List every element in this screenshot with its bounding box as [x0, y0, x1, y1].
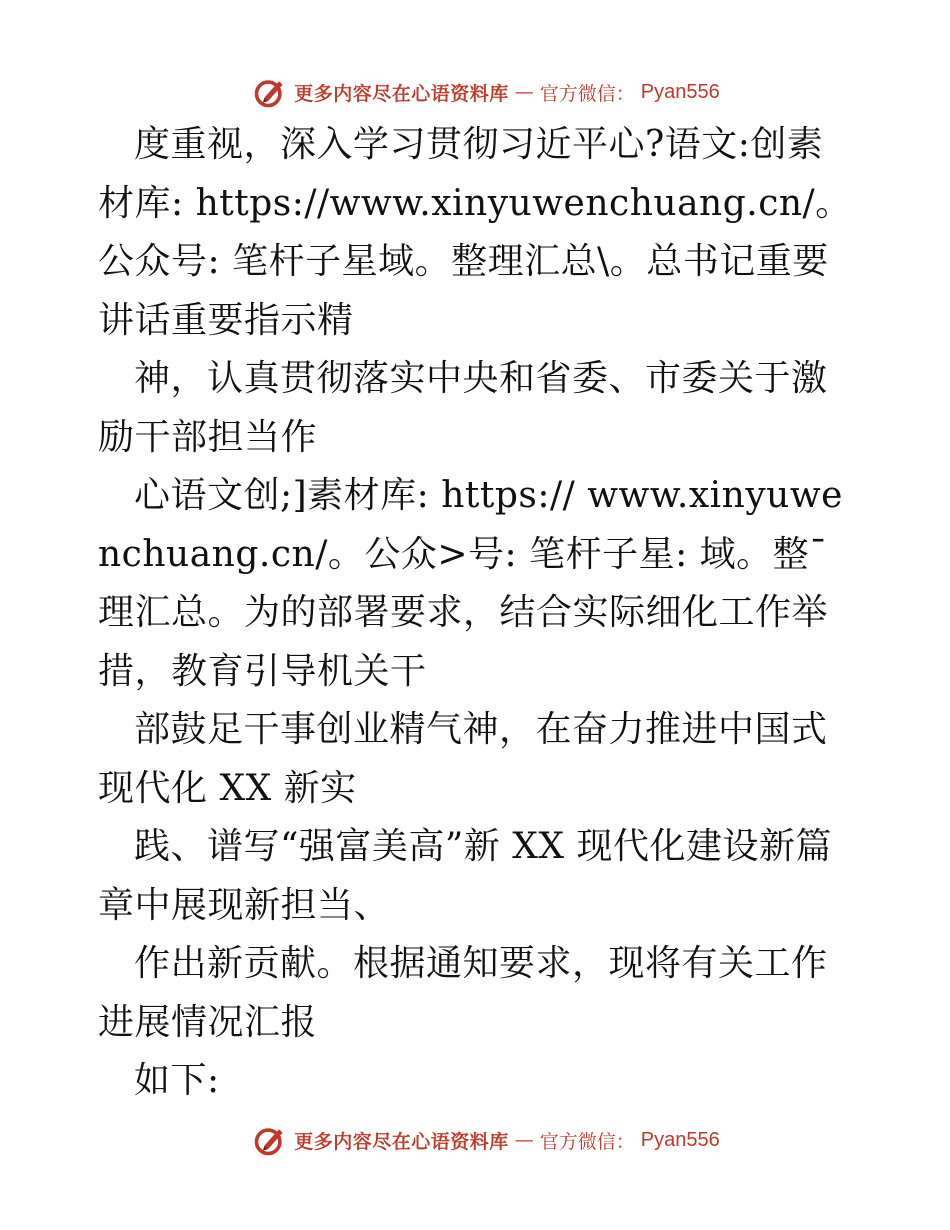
paragraph: 度重视，深入学习贯彻习近平心?语文:创素材库: https://www.xinyuwenchuang.cn/。公众号: 笔杆子星域。整理汇总\。总书记重要讲话重要指示精	[98, 124, 852, 341]
watermark-banner	[252, 74, 720, 110]
paragraph: 心语文创;]素材库: https:// www.xinyuwenchuang.cn/。公众>号: 笔杆子星: 域。整¯理汇总。为的部署要求，结合实际细化工作举措，教育引导机关干	[98, 475, 843, 692]
page-header-banner	[0, 72, 950, 112]
page-footer-banner	[0, 1120, 950, 1160]
banner-wechat-label: 官方微信：	[539, 1130, 635, 1153]
banner-dash: —	[514, 1129, 534, 1151]
paragraph: 部鼓足干事创业精气神，在奋力推进中国式现代化 XX 新实	[98, 709, 828, 809]
paragraph: 如下:	[134, 1060, 220, 1101]
document-body	[98, 116, 858, 1111]
banner-dash: —	[514, 81, 534, 103]
banner-lead-text: 更多内容尽在心语资料库	[294, 82, 509, 105]
banner-wechat-id: Pyan556	[640, 1128, 720, 1151]
banner-wechat-id: Pyan556	[640, 80, 720, 103]
paragraph: 践、谱写“强富美高”新 XX 现代化建设新篇章中展现新担当、	[98, 826, 832, 926]
paragraph: 作出新贡献。根据通知要求，现将有关工作进展情况汇报	[98, 943, 828, 1043]
paragraph: 神，认真贯彻落实中央和省委、市委关于激励干部担当作	[98, 358, 828, 458]
banner-wechat-label: 官方微信：	[539, 82, 635, 105]
banner-lead-text: 更多内容尽在心语资料库	[294, 1130, 509, 1153]
watermark-banner	[252, 1122, 720, 1158]
pen-logo-icon	[252, 74, 288, 110]
pen-logo-icon	[252, 1122, 288, 1158]
